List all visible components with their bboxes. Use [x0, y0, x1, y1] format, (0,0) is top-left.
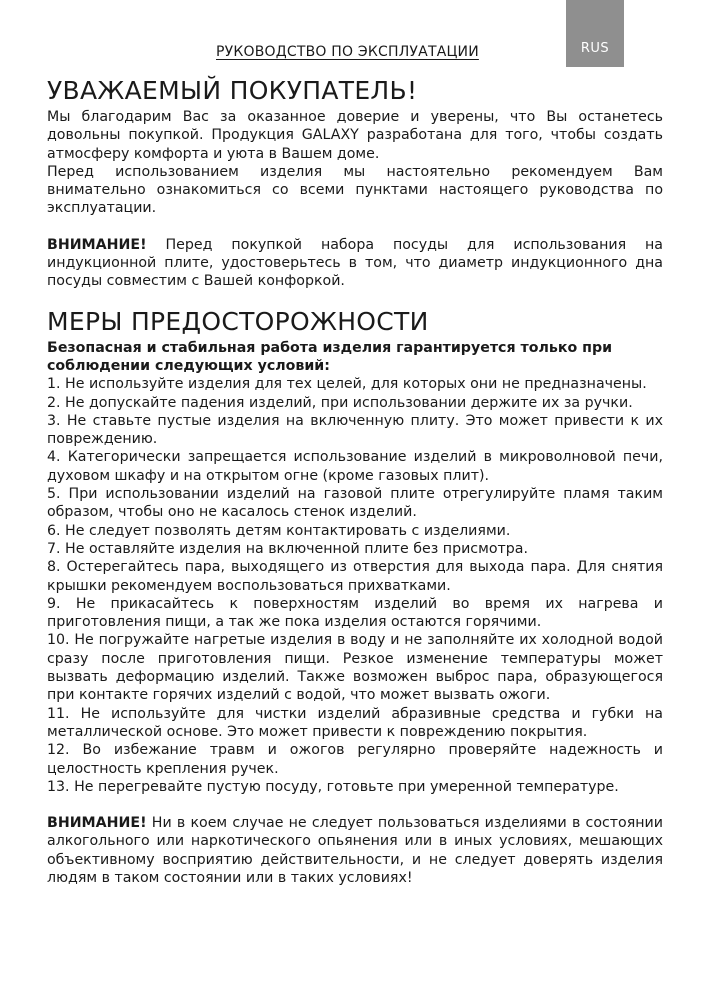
warning-label: ВНИМАНИЕ!: [47, 815, 147, 832]
list-item: 3. Не ставьте пустые изделия на включенную плиту. Это может привести к их повреждению.: [47, 412, 663, 448]
warning-text: Ни в коем случае не следует пользоваться изделиями в состоянии алкогольного или наркотического опьянения или в иных условиях, мешающих объективному восприятию действительности, и не следует доверять изделия людям в таком состоянии или в таких условиях!: [47, 815, 663, 886]
list-item: 12. Во избежание травм и ожогов регулярно проверяйте надежность и целостность крепления ручек.: [47, 742, 663, 777]
recommend-paragraph: Перед использованием изделия мы настоятельно рекомендуем Вам внимательно ознакомиться со всеми пунктами настоящего руководства по эксплуатации.: [47, 163, 663, 217]
induction-warning: [47, 236, 663, 291]
manual-header: РУКОВОДСТВО ПО ЭКСПЛУАТАЦИИ: [216, 44, 479, 60]
precautions-list: [47, 375, 663, 796]
greeting-title: УВАЖАЕМЫЙ ПОКУПАТЕЛЬ!: [47, 76, 418, 105]
warning-label: ВНИМАНИЕ!: [47, 236, 147, 253]
list-item: 2. Не допускайте падения изделий, при использовании держите их за ручки.: [47, 394, 633, 411]
page-content: [47, 74, 663, 887]
precautions-title: МЕРЫ ПРЕДОСТОРОЖНОСТИ: [47, 306, 429, 336]
list-item: 5. При использовании изделий на газовой плите отрегулируйте пламя таким образом, чтобы оно не касалось стенок изделий.: [47, 486, 663, 521]
list-item: 7. Не оставляйте изделия на включенной плите без присмотра.: [47, 540, 528, 557]
precautions-intro: Безопасная и стабильная работа изделия гарантируется только при соблюдении следующих условий:: [47, 339, 613, 374]
list-item: 10. Не погружайте нагретые изделия в воду и не заполняйте их холодной водой сразу после приготовления пищи. Резкое изменение температуры может вызвать деформацию изделий. Также возможен выброс пара, образующегося при контакте горячих изделий с водой, что может вызвать ожоги.: [47, 632, 663, 704]
list-item: 8. Остерегайтесь пара, выходящего из отверстия для выхода пара. Для снятия крышки рекомендуем воспользоваться прихватками.: [47, 559, 663, 594]
list-item: 6. Не следует позволять детям контактировать с изделиями.: [47, 522, 511, 539]
warning-text: Перед покупкой набора посуды для использования на индукционной плите, удостоверьтесь в том, что диаметр индукционного дна посуды совместим с Вашей конфоркой.: [47, 236, 663, 290]
intoxication-warning: [47, 814, 663, 887]
list-item: 9. Не прикасайтесь к поверхностям изделий во время их нагрева и приготовления пищи, а так же пока изделия остаются горячими.: [47, 595, 663, 631]
list-item: 11. Не используйте для чистки изделий абразивные средства и губки на металлической основе. Это может привести к повреждению покрытия.: [47, 705, 663, 740]
list-item: 1. Не используйте изделия для тех целей, для которых они не предназначены.: [47, 376, 647, 393]
list-item: 13. Не перегревайте пустую посуду, готовьте при умеренной температуре.: [47, 778, 619, 795]
list-item: 4. Категорически запрещается использование изделий в микроволновой печи, духовом шкафу и на открытом огне (кроме газовых плит).: [47, 449, 663, 484]
language-tab: RUS: [566, 0, 624, 67]
thanks-paragraph: Мы благодарим Вас за оказанное доверие и уверены, что Вы останетесь довольны покупкой. Продукция GALAXY разработана для того, чтобы создать атмосферу комфорта и уюта в Вашем доме.: [47, 109, 663, 162]
